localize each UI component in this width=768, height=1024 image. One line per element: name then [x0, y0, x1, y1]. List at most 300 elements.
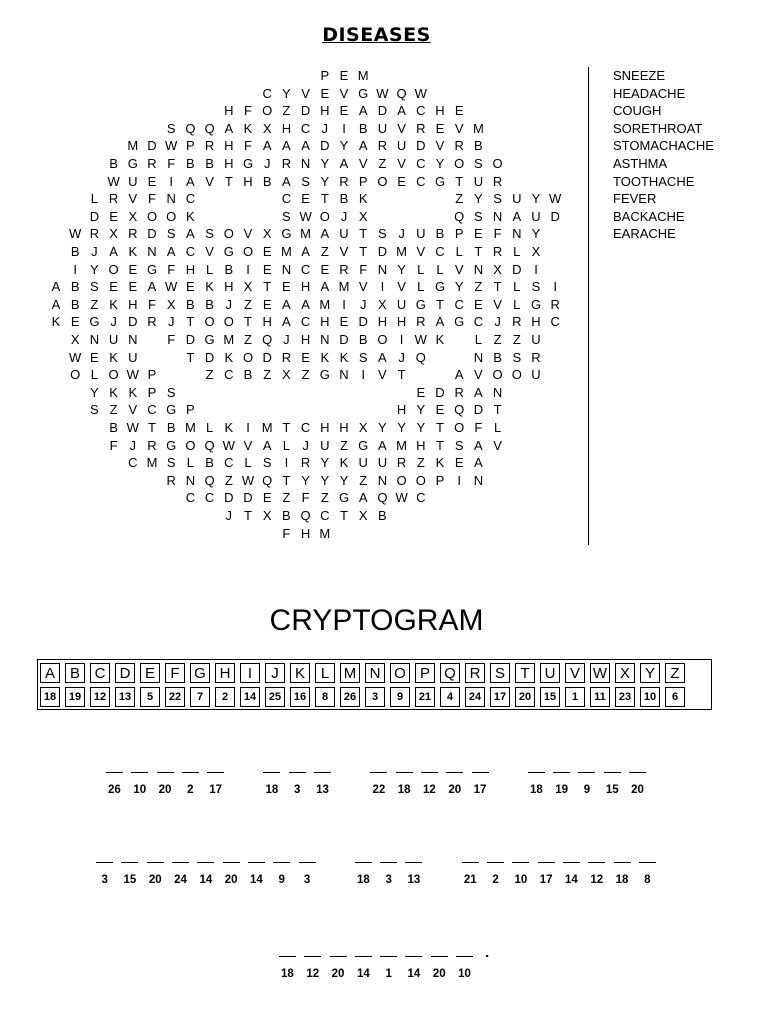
grid-letter: R [128, 226, 138, 242]
grid-letter: D [377, 103, 388, 119]
grid-letter: B [205, 455, 214, 471]
grid-letter: F [359, 261, 368, 277]
key-letter-cell: Y [640, 663, 660, 683]
grid-letter: V [205, 244, 214, 259]
grid-letter: R [166, 472, 176, 488]
answer-blank[interactable] [304, 956, 321, 957]
grid-letter: M [300, 226, 312, 242]
grid-letter: N [512, 226, 522, 242]
grid-letter: Z [224, 472, 233, 488]
grid-letter: V [358, 156, 368, 171]
answer-blank[interactable] [355, 862, 372, 863]
grid-letter: V [339, 244, 349, 259]
grid-letter: F [109, 437, 118, 453]
grid-letter: R [281, 349, 292, 365]
grid-letter: M [338, 279, 350, 295]
grid-letter: A [301, 296, 310, 312]
answer-blank[interactable] [273, 862, 290, 863]
key-letter-cell: L [315, 663, 335, 683]
answer-blank[interactable] [223, 862, 240, 863]
grid-letter: W [222, 437, 235, 453]
grid-letter: F [474, 420, 483, 435]
answer-blank[interactable] [604, 772, 621, 773]
grid-letter: K [339, 349, 349, 365]
grid-letter: B [70, 279, 80, 295]
grid-letter: G [281, 226, 292, 242]
grid-letter: V [416, 244, 426, 259]
cipher-number: 20 [432, 968, 446, 980]
grid-letter: N [147, 244, 157, 259]
grid-letter: B [339, 191, 349, 207]
answer-blank[interactable] [639, 862, 656, 863]
answer-blank[interactable] [421, 772, 438, 773]
grid-letter: E [397, 173, 406, 189]
grid-letter: M [280, 244, 292, 259]
grid-letter: P [147, 367, 157, 383]
grid-letter: X [282, 367, 291, 383]
key-letter-cell: H [215, 663, 235, 683]
grid-letter: R [550, 296, 560, 312]
answer-blank[interactable] [512, 862, 529, 863]
answer-blank[interactable] [197, 862, 214, 863]
grid-letter: K [358, 191, 368, 207]
grid-letter: V [397, 279, 406, 295]
answer-blank[interactable] [370, 772, 387, 773]
grid-letter: U [396, 296, 407, 312]
grid-letter: P [358, 173, 368, 189]
grid-letter: H [224, 103, 234, 119]
grid-letter: C [300, 261, 311, 277]
grid-letter: A [378, 437, 387, 453]
grid-letter: C [185, 490, 196, 506]
grid-letter: D [262, 349, 272, 365]
grid-letter: M [223, 332, 235, 347]
grid-letter: D [300, 103, 311, 119]
answer-blank[interactable] [96, 862, 113, 863]
grid-letter: G [146, 261, 158, 277]
grid-letter: N [377, 261, 388, 277]
word-list-item: STOMACHACHE [613, 138, 714, 154]
grid-letter: C [416, 103, 426, 119]
key-number-cell: 11 [590, 687, 610, 707]
grid-letter: C [454, 296, 464, 312]
grid-letter: T [244, 508, 252, 523]
cipher-number: 20 [148, 874, 162, 886]
answer-blank[interactable] [487, 862, 504, 863]
answer-blank[interactable] [289, 772, 306, 773]
grid-letter: L [244, 455, 252, 471]
grid-letter: A [109, 244, 118, 259]
grid-letter: U [416, 226, 426, 242]
grid-letter: W [299, 208, 312, 224]
cipher-number: 10 [133, 784, 147, 796]
grid-letter: H [320, 103, 330, 119]
key-letter-cell: W [590, 663, 610, 683]
grid-letter: A [474, 384, 483, 400]
grid-letter: K [435, 332, 445, 347]
grid-letter: Y [416, 402, 426, 418]
grid-letter: H [396, 314, 407, 330]
cipher-number: 3 [294, 784, 301, 796]
grid-letter: X [358, 208, 368, 224]
grid-letter: T [397, 367, 406, 383]
grid-letter: R [396, 455, 407, 471]
key-letter-cell: J [265, 663, 285, 683]
answer-blank[interactable] [538, 862, 555, 863]
grid-letter: I [553, 279, 557, 295]
grid-letter: M [357, 68, 369, 83]
grid-letter: D [147, 226, 157, 242]
grid-letter: O [70, 367, 81, 383]
grid-letter: L [90, 367, 98, 383]
grid-letter: Z [320, 490, 329, 506]
grid-letter: N [473, 261, 484, 277]
key-number-cell: 1 [565, 687, 585, 707]
grid-letter: Q [204, 472, 215, 488]
answer-blank[interactable] [147, 862, 164, 863]
cipher-number: 18 [615, 874, 629, 886]
grid-letter: B [109, 420, 118, 435]
answer-blank[interactable] [431, 956, 448, 957]
grid-letter: Y [301, 472, 310, 488]
grid-letter: V [128, 402, 138, 418]
grid-letter: D [224, 490, 234, 506]
grid-letter: A [282, 138, 291, 154]
grid-letter: U [128, 173, 138, 189]
answer-blank[interactable] [263, 772, 280, 773]
grid-letter: J [91, 244, 98, 259]
grid-letter: G [319, 367, 330, 383]
grid-letter: M [396, 244, 408, 259]
key-number-cell: 17 [490, 687, 510, 707]
cipher-number: 2 [187, 784, 194, 796]
answer-blank[interactable] [330, 956, 347, 957]
cipher-number: 14 [356, 968, 370, 980]
grid-letter: D [89, 208, 100, 224]
grid-letter: F [167, 261, 176, 277]
grid-letter: C [262, 85, 272, 101]
answer-blank[interactable] [172, 862, 189, 863]
grid-letter: I [284, 455, 289, 471]
grid-letter: Y [531, 191, 541, 207]
grid-letter: O [396, 472, 407, 488]
answer-blank[interactable] [131, 772, 148, 773]
cipher-key-table [37, 659, 712, 710]
key-letter-cell: K [290, 663, 310, 683]
grid-letter: C [473, 314, 484, 330]
word-list-item: TOOTHACHE [613, 173, 695, 189]
grid-letter: R [377, 138, 388, 154]
grid-letter: I [361, 367, 365, 383]
cipher-number: 3 [385, 874, 392, 886]
grid-letter: Y [397, 261, 406, 277]
grid-letter: C [281, 191, 292, 207]
grid-letter: A [147, 279, 157, 295]
key-letter-cell: S [490, 663, 510, 683]
grid-letter: E [435, 402, 445, 418]
grid-letter: G [204, 332, 215, 347]
grid-letter: D [185, 332, 196, 347]
grid-letter: B [186, 156, 195, 171]
grid-letter: B [166, 420, 176, 435]
key-number-cell: 8 [315, 687, 335, 707]
grid-letter: T [359, 226, 368, 242]
key-number-cell: 18 [40, 687, 60, 707]
grid-letter: C [435, 244, 445, 259]
answer-blank[interactable] [553, 772, 570, 773]
answer-blank[interactable] [314, 772, 331, 773]
grid-letter: M [472, 120, 484, 136]
grid-letter: Y [378, 420, 387, 435]
grid-letter: J [359, 296, 367, 312]
grid-letter: X [358, 420, 368, 435]
grid-letter: N [473, 349, 484, 365]
cipher-number: 13 [407, 874, 421, 886]
grid-letter: X [262, 226, 272, 242]
grid-letter: R [454, 384, 464, 400]
grid-letter: S [301, 173, 310, 189]
cipher-number: 14 [250, 874, 263, 886]
word-list-item: EARACHE [613, 226, 676, 242]
grid-letter: G [415, 296, 426, 312]
grid-letter: M [261, 420, 273, 435]
answer-blank[interactable] [380, 862, 397, 863]
grid-letter: G [530, 296, 542, 312]
answer-blank[interactable] [106, 772, 123, 773]
grid-letter: T [186, 314, 195, 330]
grid-letter: J [398, 226, 405, 242]
grid-letter: Q [204, 437, 215, 453]
grid-letter: L [493, 420, 502, 435]
grid-letter: C [147, 402, 157, 418]
grid-letter: A [454, 367, 464, 383]
answer-blank[interactable] [396, 772, 413, 773]
grid-letter: S [166, 120, 176, 136]
grid-letter: O [454, 156, 465, 171]
grid-letter: O [242, 349, 254, 365]
grid-letter: O [223, 226, 234, 242]
grid-letter: E [454, 103, 464, 119]
grid-letter: D [358, 314, 368, 330]
grid-letter: R [339, 261, 349, 277]
key-letter-cell: Z [665, 663, 685, 683]
key-number-cell: 19 [65, 687, 85, 707]
grid-letter: W [69, 226, 82, 242]
grid-letter: B [493, 349, 502, 365]
grid-letter: T [474, 244, 483, 259]
key-letter-cell: P [415, 663, 435, 683]
grid-letter: J [225, 508, 233, 523]
grid-letter: J [283, 332, 290, 347]
key-letter-cell: C [90, 663, 110, 683]
grid-letter: I [73, 261, 77, 277]
answer-blank[interactable] [157, 772, 174, 773]
answer-blank[interactable] [405, 862, 422, 863]
wordsearch-grid [0, 0, 600, 560]
grid-letter: L [513, 244, 521, 259]
grid-letter: Q [377, 490, 388, 506]
key-letter-cell: U [540, 663, 560, 683]
answer-blank[interactable] [528, 772, 545, 773]
grid-letter: E [435, 120, 445, 136]
key-letter-cell: Q [440, 663, 460, 683]
grid-letter: I [169, 173, 173, 189]
grid-letter: U [377, 455, 388, 471]
grid-letter: Y [339, 472, 349, 488]
grid-letter: G [223, 244, 234, 259]
grid-letter: D [550, 208, 560, 224]
answer-blank[interactable] [248, 862, 265, 863]
key-letter-cell: N [365, 663, 385, 683]
key-letter-cell: A [40, 663, 60, 683]
cipher-number: 22 [372, 784, 386, 796]
grid-letter: S [166, 226, 176, 242]
grid-letter: E [109, 208, 118, 224]
grid-letter: L [513, 279, 521, 295]
answer-blank[interactable] [355, 956, 372, 957]
grid-letter: J [263, 156, 271, 171]
grid-letter: V [454, 120, 464, 136]
word-list-item: SORETHROAT [613, 120, 703, 136]
grid-letter: Y [416, 420, 426, 435]
answer-blank[interactable] [380, 956, 397, 957]
grid-letter: L [186, 455, 194, 471]
grid-letter: U [358, 455, 368, 471]
grid-letter: M [319, 525, 331, 541]
grid-letter: O [415, 472, 426, 488]
grid-letter: O [377, 173, 388, 189]
grid-letter: H [300, 279, 311, 295]
answer-blank[interactable] [446, 772, 463, 773]
grid-letter: O [108, 367, 119, 383]
grid-letter: Q [204, 120, 215, 136]
grid-letter: K [205, 279, 214, 295]
grid-letter: W [549, 191, 562, 207]
grid-letter: Q [185, 120, 196, 136]
grid-letter: Y [320, 156, 330, 171]
key-number-cell: 23 [615, 687, 635, 707]
grid-letter: H [128, 296, 138, 312]
key-number-cell: 4 [440, 687, 460, 707]
answer-blank[interactable] [588, 862, 605, 863]
grid-letter: E [474, 296, 483, 312]
cipher-number: 8 [644, 874, 651, 886]
grid-letter: O [242, 244, 254, 259]
grid-letter: X [493, 261, 502, 277]
grid-letter: E [90, 349, 99, 365]
grid-letter: Z [416, 455, 425, 471]
answer-blank[interactable] [207, 772, 224, 773]
grid-letter: J [340, 208, 348, 224]
grid-letter: N [473, 472, 484, 488]
grid-letter: L [205, 261, 214, 277]
answer-blank[interactable] [279, 956, 296, 957]
answer-blank[interactable] [614, 862, 631, 863]
grid-letter: U [320, 437, 330, 453]
key-number-cell: 14 [240, 687, 260, 707]
grid-letter: O [166, 208, 177, 224]
grid-letter: A [339, 156, 349, 171]
grid-letter: T [282, 420, 291, 435]
key-letter-cell: X [615, 663, 635, 683]
grid-letter: K [224, 420, 234, 435]
key-number-cell: 20 [515, 687, 535, 707]
grid-letter: Z [474, 279, 483, 295]
grid-letter: Z [378, 156, 387, 171]
grid-letter: T [340, 508, 348, 523]
cipher-number: 24 [174, 874, 187, 886]
grid-letter: H [300, 525, 311, 541]
answer-blank[interactable] [182, 772, 199, 773]
grid-letter: O [223, 314, 234, 330]
answer-blank[interactable] [472, 772, 489, 773]
answer-blank[interactable] [629, 772, 646, 773]
grid-letter: N [492, 208, 503, 224]
grid-letter: Z [263, 367, 272, 383]
answer-blank[interactable] [578, 772, 595, 773]
answer-blank[interactable] [121, 862, 138, 863]
answer-blank[interactable] [299, 862, 316, 863]
grid-letter: C [416, 156, 426, 171]
grid-letter: E [339, 103, 349, 119]
grid-letter: V [454, 261, 464, 277]
cipher-number: 12 [306, 968, 320, 980]
grid-letter: B [70, 244, 80, 259]
grid-letter: T [282, 472, 291, 488]
grid-letter: R [147, 156, 157, 171]
grid-letter: C [224, 367, 234, 383]
key-number-cell: 3 [365, 687, 385, 707]
grid-letter: X [531, 244, 541, 259]
grid-letter: M [319, 296, 331, 312]
grid-letter: A [512, 208, 522, 224]
grid-letter: U [512, 191, 522, 207]
key-letter-cell: V [565, 663, 585, 683]
grid-letter: L [474, 332, 482, 347]
answer-blank[interactable] [405, 956, 422, 957]
cipher-number: 15 [123, 874, 137, 886]
cipher-number: 17 [473, 784, 487, 796]
grid-letter: N [492, 384, 503, 400]
cipher-number: 3 [303, 874, 311, 886]
grid-letter: K [435, 455, 445, 471]
grid-letter: U [531, 208, 541, 224]
grid-letter: Y [320, 472, 330, 488]
grid-letter: B [435, 226, 445, 242]
grid-letter: R [89, 226, 100, 242]
answer-blank[interactable] [462, 862, 479, 863]
cipher-number: 12 [423, 784, 436, 796]
grid-letter: A [358, 103, 368, 119]
grid-letter: N [281, 261, 292, 277]
grid-letter: A [301, 244, 310, 259]
answer-blank[interactable] [563, 862, 580, 863]
grid-letter: G [434, 279, 446, 295]
grid-letter: X [243, 279, 253, 295]
key-letter-cell: M [340, 663, 360, 683]
grid-letter: Q [454, 208, 465, 224]
grid-letter: C [300, 120, 311, 136]
cipher-number: 9 [278, 874, 285, 886]
grid-letter: A [186, 226, 195, 242]
grid-letter: O [492, 367, 503, 383]
grid-letter: H [262, 314, 272, 330]
grid-letter: Z [455, 191, 464, 207]
answer-blank[interactable] [456, 956, 473, 957]
grid-letter: U [473, 173, 484, 189]
grid-letter: V [339, 85, 349, 101]
cipher-number: 18 [281, 968, 294, 980]
